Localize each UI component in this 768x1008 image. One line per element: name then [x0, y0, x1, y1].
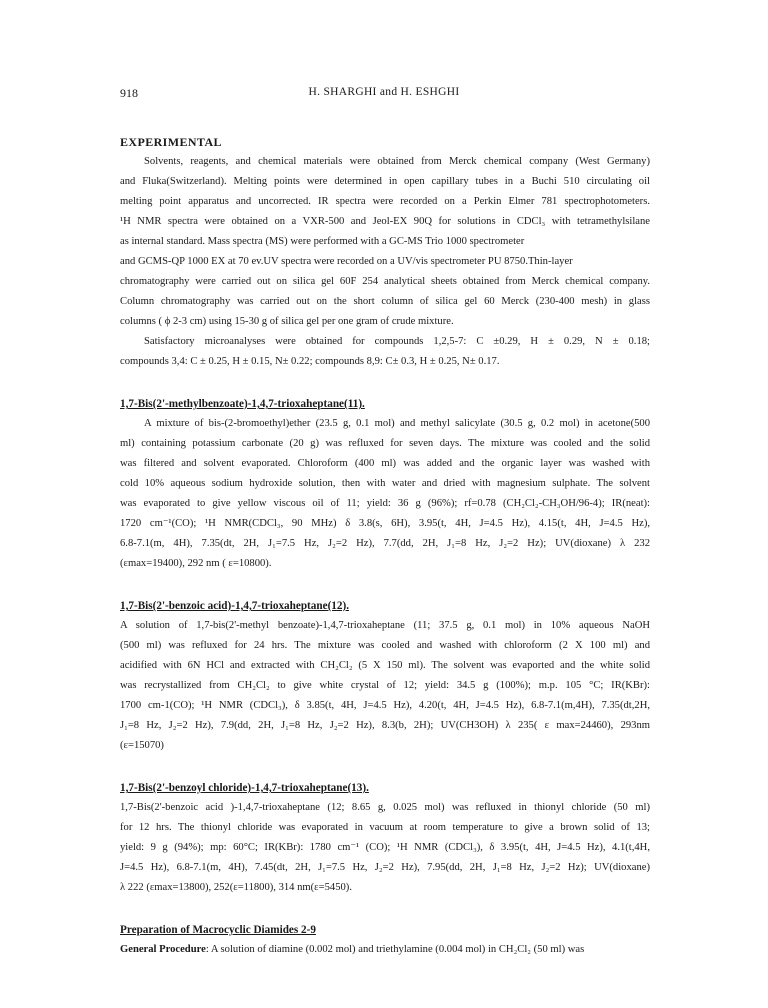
text-line: ¹H NMR spectra were obtained on a VXR-500 and Jeol-EX 90Q for solutions in CDCl₃ with tetramethylsilane — [120, 216, 650, 227]
text-line: was filtered and solvent evaporated. Chloroform (400 ml) was added and the organic layer was washed with — [120, 458, 650, 469]
text-line: 1,7-Bis(2'-benzoic acid )-1,4,7-trioxaheptane (12; 8.65 g, 0.025 mol) was refluxed in thionyl chloride (50 ml) — [120, 802, 650, 813]
article-body — [120, 132, 650, 960]
page-number: 918 — [120, 86, 138, 100]
text-line: 1700 cm-1(CO); ¹H NMR (CDCl₃), δ 3.85(t, 4H, J=4.5 Hz), 4.20(t, 4H, J=4.5 Hz), 6.8-7.1(m,4H), 7.35(dt,2H, — [120, 700, 650, 711]
text-line: and Fluka(Switzerland). Melting points were determined in open capillary tubes in a Buchi 510 circulating oil — [120, 176, 650, 187]
compound-13-heading: 1,7-Bis(2'-benzoyl chloride)-1,4,7-trioxaheptane(13). — [120, 782, 369, 794]
general-procedure-label: General Procedure — [120, 944, 206, 955]
section-title-experimental: EXPERIMENTAL — [120, 135, 222, 149]
compound-12-heading: 1,7-Bis(2'-benzoic acid)-1,4,7-trioxaheptane(12). — [120, 600, 349, 612]
text-line: 1720 cm⁻¹(CO); ¹H NMR(CDCl₃, 90 MHz) δ 3.8(s, 6H), 3.95(t, 4H, J=4.5 Hz), 4.15(t, 4H, J=4.5 Hz), — [120, 518, 650, 529]
experimental-paragraph-2 — [120, 332, 650, 372]
macrocyclic-heading: Preparation of Macrocyclic Diamides 2-9 — [120, 924, 316, 936]
text-line: A mixture of bis-(2-bromoethyl)ether (23.5 g, 0.1 mol) and methyl salicylate (30.5 g, 0.2 mol) in acetone(500 — [144, 418, 650, 429]
text-line: (ε=15070) — [120, 740, 164, 751]
text-line: Satisfactory microanalyses were obtained for compounds 1,2,5-7: C ±0.29, H ± 0.29, N ± 0.18; — [144, 336, 650, 347]
text-line: was evaporated to give yellow viscous oil of 11; yield: 36 g (96%); rf=0.78 (CH₂Cl₂-CH₃OH/96-4); IR(neat): — [120, 498, 650, 509]
text-line: Column chromatography was carried out on the short column of silica gel 60 Merck (230-400 mesh) in glass — [120, 296, 650, 307]
text-line: λ 222 (εmax=13800), 252(ε=11800), 314 nm(ε=5450). — [120, 882, 352, 893]
text-line: J=4.5 Hz), 6.8-7.1(m, 4H), 7.45(dt, 2H, J₁=7.5 Hz, J₂=2 Hz), 7.95(dd, 2H, J₁=8 Hz, J₂=2 Hz); UV(dioxane) — [120, 862, 650, 873]
text-line — [120, 940, 650, 960]
text-line: and GCMS-QP 1000 EX at 70 ev.UV spectra were recorded on a UV/vis spectrometer PU 8750.Thin-layer — [120, 256, 573, 267]
text-line: cold 10% aqueous sodium hydroxide solution, then with water and dried with magnesium sulphate. The solvent — [120, 478, 650, 489]
text-line: was recrystallized from CH₂Cl₂ to give white crystal of 12; yield: 34.5 g (100%); m.p. 105 °C; IR(KBr): — [120, 680, 650, 691]
text-line: 6.8-7.1(m, 4H), 7.35(dt, 2H, J₁=7.5 Hz, J₂=2 Hz), 7.7(dd, 2H, J₁=8 Hz, J₂=2 Hz); UV(dioxane) λ 232 — [120, 538, 650, 549]
compound-11-heading: 1,7-Bis(2'-methylbenzoate)-1,4,7-trioxaheptane(11). — [120, 398, 365, 410]
text-line: chromatography were carried out on silica gel 60F 254 analytical sheets obtained from Merck chemical company. — [120, 276, 650, 287]
running-head: H. SHARGHI and H. ESHGHI — [308, 86, 460, 98]
general-procedure-paragraph — [120, 940, 650, 960]
general-procedure-text: : A solution of diamine (0.002 mol) and triethylamine (0.004 mol) in CH₂Cl₂ (50 ml) was — [205, 944, 585, 955]
compound-12-paragraph — [120, 616, 650, 756]
text-line: (500 ml) was refluxed for 24 hrs. The mixture was cooled and washed with chloroform (2 X 100 ml) and — [120, 640, 650, 651]
text-line: as internal standard. Mass spectra (MS) were performed with a GC-MS Trio 1000 spectrometer — [120, 236, 525, 247]
text-line: for 12 hrs. The thionyl chloride was evaporated in vacuum at room temperature to give a brown solid of 13; — [120, 822, 650, 833]
experimental-paragraph-1 — [120, 152, 650, 332]
compound-11-paragraph — [120, 414, 650, 574]
compound-13-paragraph — [120, 798, 650, 898]
text-line: Solvents, reagents, and chemical materials were obtained from Merck chemical company (West Germany) — [144, 156, 650, 167]
text-line: columns ( ϕ 2-3 cm) using 15-30 g of silica gel per one gram of crude mixture. — [120, 316, 454, 327]
text-line: A solution of 1,7-bis(2'-methyl benzoate)-1,4,7-trioxaheptane (11; 37.5 g, 0.1 mol) in 10% aqueous NaOH — [120, 620, 650, 631]
text-line: melting point apparatus and uncorrected. IR spectra were recorded on a Perkin Elmer 781 spectrophotometers. — [120, 196, 650, 207]
text-line: ml) containing potassium carbonate (20 g) was refluxed for seven days. The mixture was cooled and the solid — [120, 438, 650, 449]
text-line: J₁=8 Hz, J₂=2 Hz), 7.9(dd, 2H, J₁=8 Hz, J₂=2 Hz), 8.3(b, 2H); UV(CH3OH) λ 235( ε max=24460), 293nm — [120, 720, 650, 731]
text-line: (εmax=19400), 292 nm ( ε=10800). — [120, 558, 272, 569]
text-line: compounds 3,4: C ± 0.25, H ± 0.15, N± 0.22; compounds 8,9: C± 0.3, H ± 0.25, N± 0.17. — [120, 356, 500, 367]
text-line: yield: 9 g (94%); mp: 60°C; IR(KBr): 1780 cm⁻¹ (CO); ¹H NMR (CDCl₃), δ 3.95(t, 4H, J=4.5 Hz), 4.1(t,4H, — [120, 842, 650, 853]
text-line: acidified with 6N HCl and extracted with CH₂Cl₂ (5 X 150 ml). The solvent was evaported and the white solid — [120, 660, 650, 671]
